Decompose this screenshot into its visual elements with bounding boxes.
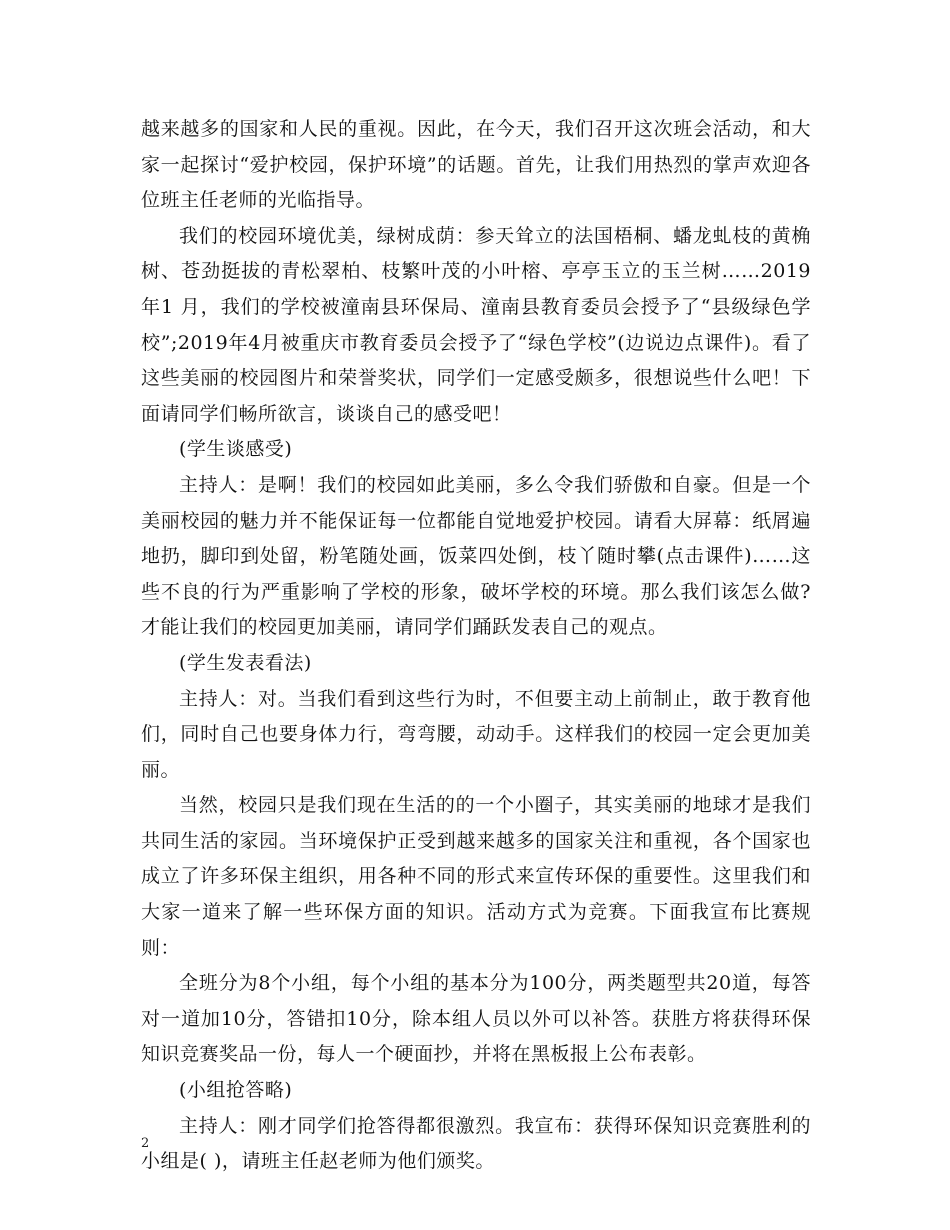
paragraph: 主持人：是啊！我们的校园如此美丽，多么令我们骄傲和自豪。但是一个美丽校园的魅力并不能保证每一位都能自觉地爱护校园。请看大屏幕：纸屑遍地扔，脚印到处留，粉笔随处画，饭菜四处倒，枝丫随时攀(点击课件)……这些不良的行为严重影响了学校的形象，破坏学校的环境。那么我们该怎么做?才能让我们的校园更加美丽，请同学们踊跃发表自己的观点。 <box>141 473 811 639</box>
document-body <box>141 112 811 1180</box>
paragraph: 主持人：刚才同学们抢答得都很激烈。我宣布：获得环保知识竞赛胜利的小组是( )，请班主任赵老师为他们颁奖。 <box>141 1114 811 1173</box>
paragraph: 越来越多的国家和人民的重视。因此，在今天，我们召开这次班会活动，和大家一起探讨“爱护校园，保护环境”的话题。首先，让我们用热烈的掌声欢迎各位班主任老师的光临指导。 <box>141 118 811 212</box>
paragraph: 全班分为8个小组，每个小组的基本分为100分，两类题型共20道，每答对一道加10分，答错扣10分，除本组人员以外可以补答。获胜方将获得环保知识竞赛奖品一份，每人一个硬面抄，并将在黑板报上公布表彰。 <box>141 972 811 1066</box>
paragraph: 主持人：对。当我们看到这些行为时，不但要主动上前制止，敢于教育他们，同时自己也要身体力行，弯弯腰，动动手。这样我们的校园一定会更加美丽。 <box>141 687 811 781</box>
page-number: 2 <box>141 1136 150 1151</box>
paragraph: (学生发表看法) <box>179 651 312 674</box>
paragraph: (小组抢答略) <box>179 1079 293 1102</box>
paragraph: (学生谈感受) <box>179 438 293 461</box>
paragraph: 我们的校园环境优美，绿树成荫：参天耸立的法国梧桐、蟠龙虬枝的黄桷树、苍劲挺拔的青松翠柏、枝繁叶茂的小叶榕、亭亭玉立的玉兰树……2019年1 月，我们的学校被潼南县环保局、潼南县教育委员会授予了“县级绿色学校”;2019年4月被重庆市教育委员会授予了“绿色学校”(边说边点课件)。看了这些美丽的校园图片和荣誉奖状，同学们一定感受颇多，很想说些什么吧！下面请同学们畅所欲言，谈谈自己的感受吧！ <box>141 224 811 425</box>
paragraph: 当然，校园只是我们现在生活的的一个小圈子，其实美丽的地球才是我们共同生活的家园。当环境保护正受到越来越多的国家关注和重视，各个国家也成立了许多环保主组织，用各种不同的形式来宣传环保的重要性。这里我们和大家一道来了解一些环保方面的知识。活动方式为竞赛。下面我宣布比赛规则： <box>141 794 811 959</box>
